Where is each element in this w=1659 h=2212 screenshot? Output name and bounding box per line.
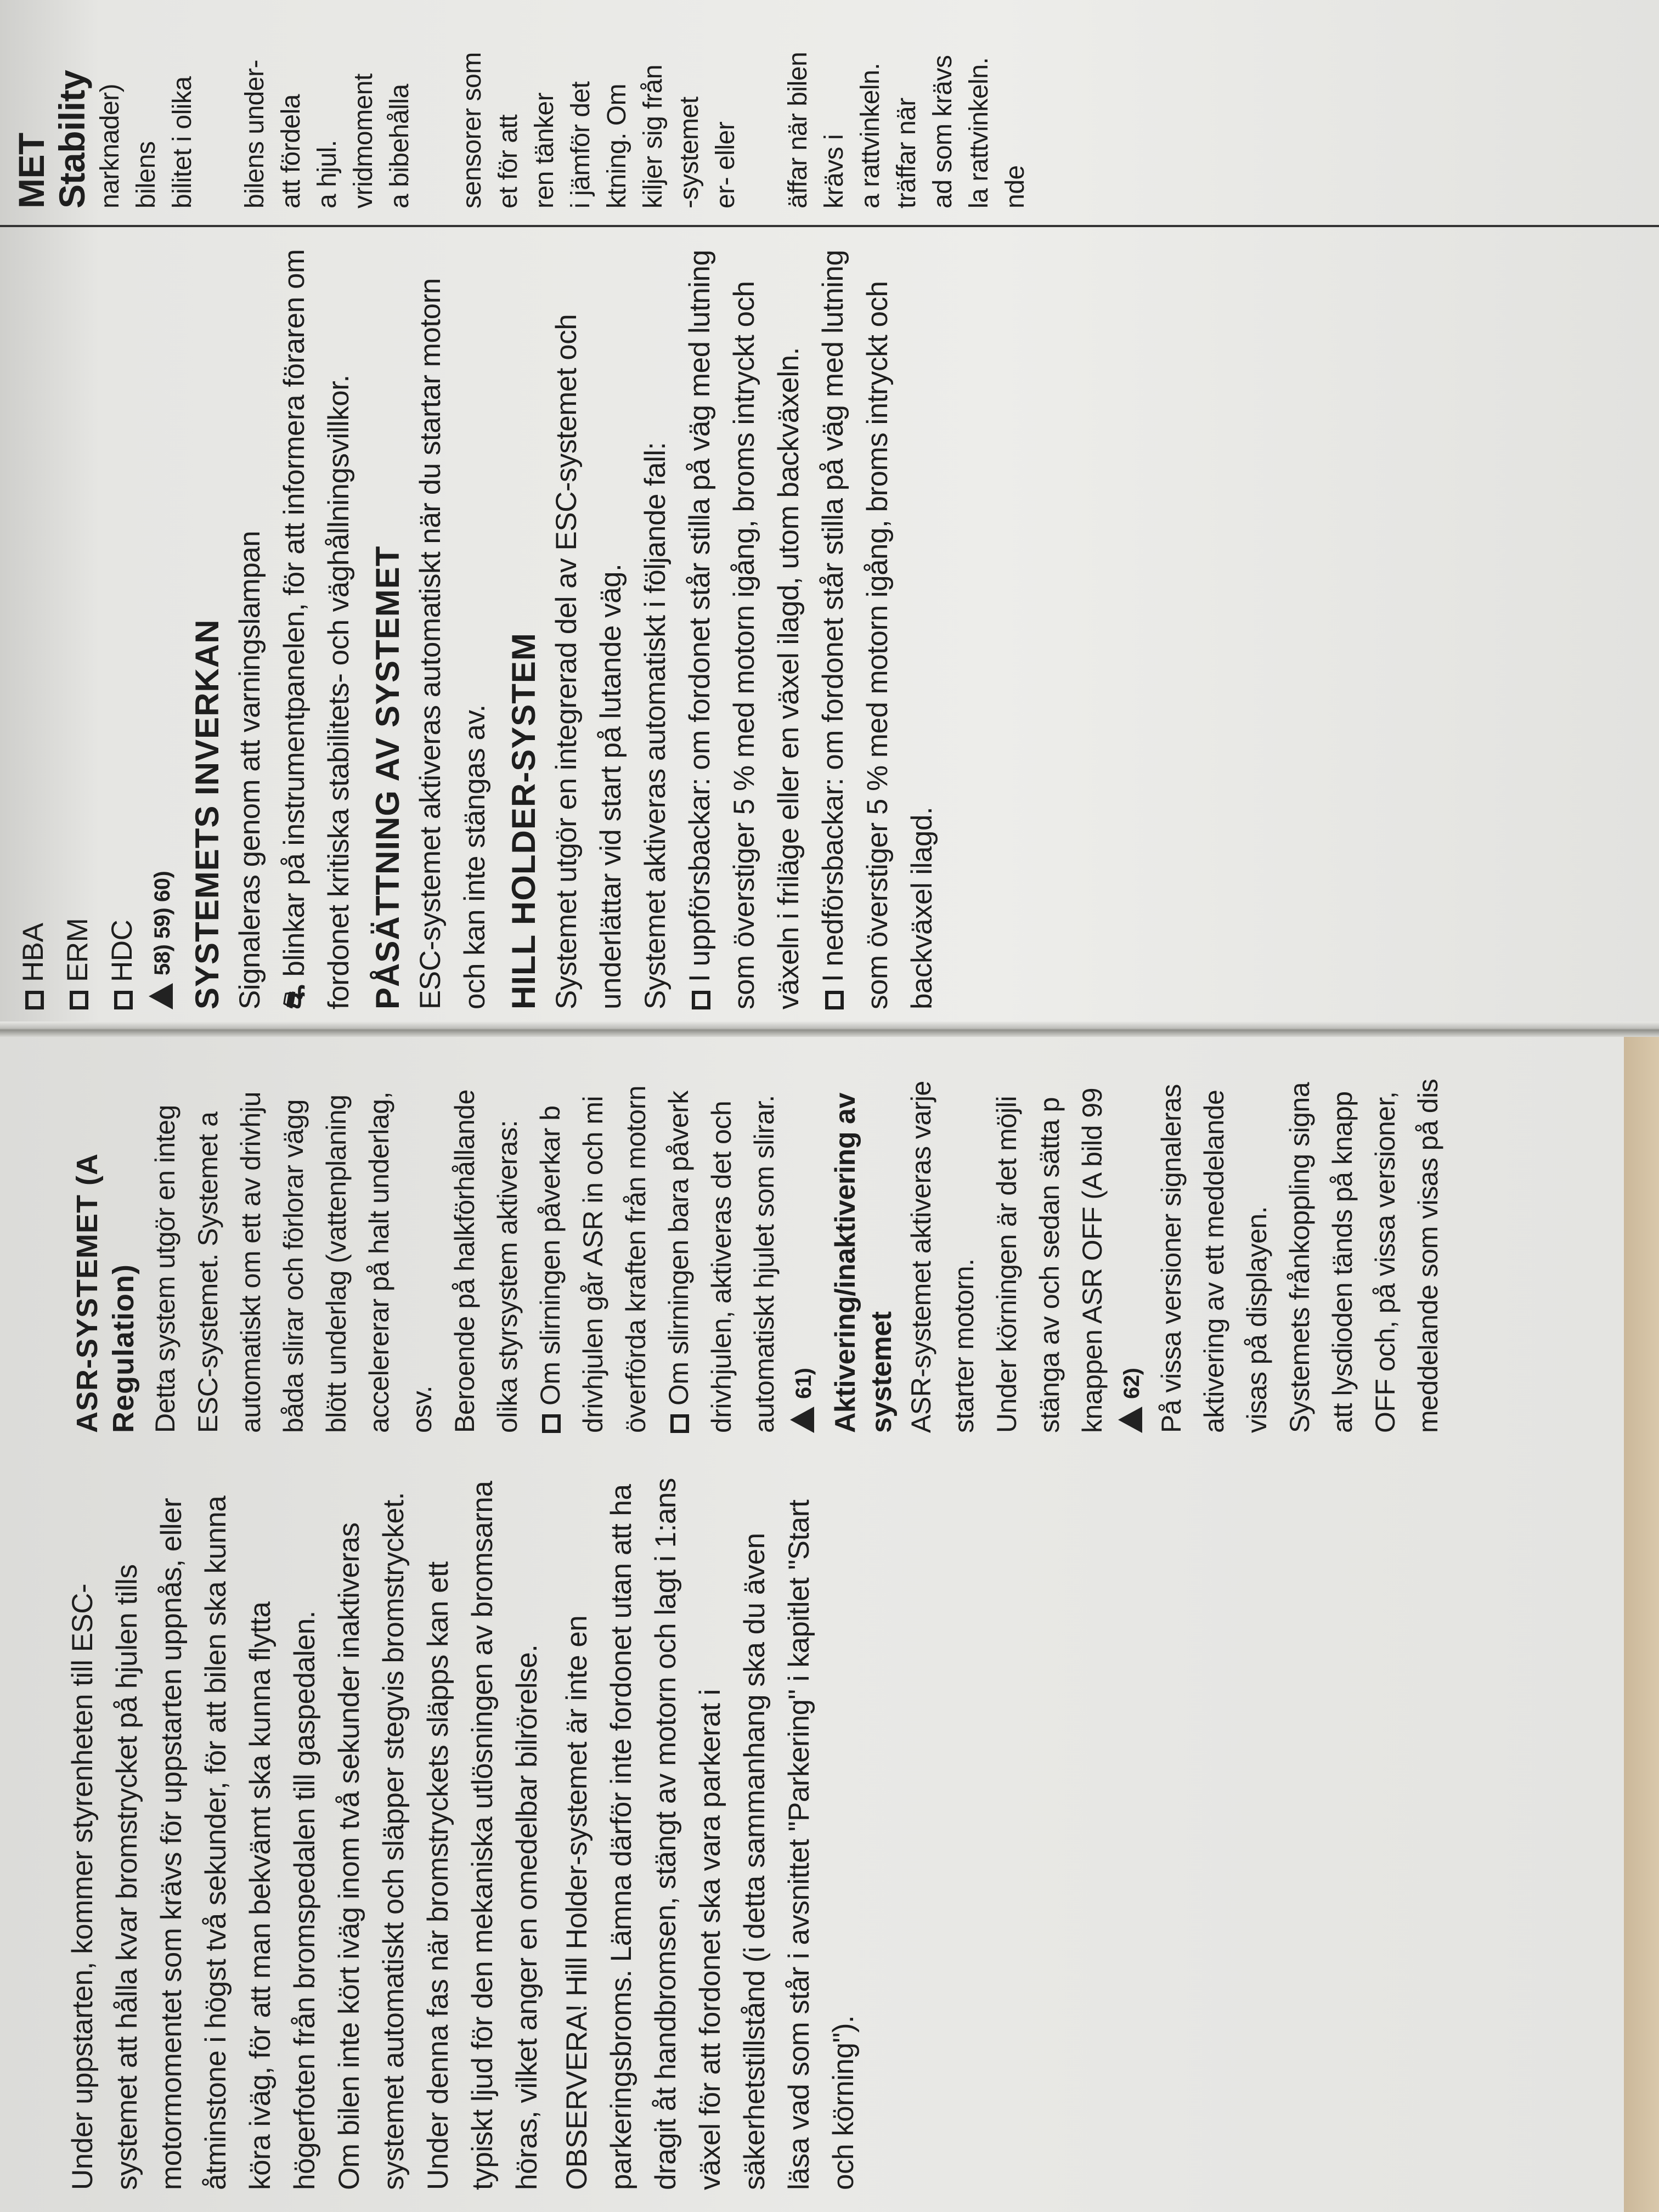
paragraph-asr: Detta system utgör en integ ESC-systemet. Systemet a automatiskt om ett av drivhju båda slirar och förlorar vägg blött underlag (vattenplaning accelererar på halt underlag, osv.: [150, 1092, 437, 1433]
checkbox-bullet-icon: [25, 991, 44, 1009]
upper-main-column: [11, 236, 944, 1009]
fragment-line: et för att: [494, 114, 523, 208]
fragment-line: bilens: [132, 141, 161, 208]
fragment-line: a hjul.: [313, 140, 342, 208]
table-surface: [1624, 1030, 1659, 2212]
heading-hill-holder: HILL HOLDER-SYSTEM: [505, 633, 542, 1009]
lower-right-column: [60, 1049, 1449, 1433]
esc-warning-lamp-icon: ⛐: [278, 984, 311, 1009]
fragment-line: la rattvinkeln.: [964, 57, 994, 208]
checkbox-bullet-icon: [825, 991, 844, 1009]
lower-page-text: [0, 1030, 1624, 2212]
fragment-line: narknader): [95, 83, 125, 208]
title-line-2: Stability: [52, 70, 92, 208]
heading-pasattning: PÅSÄTTNING AV SYSTEMET: [369, 545, 406, 1009]
heading-systemets-inverkan: SYSTEMETS INVERKAN: [189, 619, 225, 1009]
fragment-line: -systemet: [675, 97, 704, 208]
heading-asr-systemet: ASR-SYSTEMET (A Regulation): [71, 1154, 140, 1433]
fragment-line: ren tänker: [530, 92, 559, 208]
subheading-aktivering: Aktivering/inaktivering av systemet: [830, 1093, 898, 1433]
paragraph-inom-tva-sekunder: Om bilen inte kört iväg inom två sekunder inaktiveras systemet automatiskt och släpper stegvis bromstrycket. Under denna fas när bromstryckets släpps kan ett typiskt ljud för den mekaniska utlösningen av bromsarna höras, vilket anger en omedelbar bilrörelse.: [333, 1481, 543, 2190]
fragment-line: träffar när: [892, 98, 921, 208]
list-item-hdc: HDC: [100, 236, 144, 1009]
fragment-line: [418, 0, 454, 208]
fragment-line: bilens under-: [240, 60, 269, 208]
warning-triangle-icon: [790, 1407, 814, 1433]
fragment-line: vridmoment: [349, 74, 378, 208]
bullet-uppforsbackar: I uppförsbackar: om fordonet står stilla på väg med lutning som överstiger 5 % med motorn igång, broms intryckt och växeln i friläge eller en växel ilagd, utom backväxeln.: [684, 250, 805, 1009]
paragraph-under-korningen: Under körningen är det möjli stänga av och sedan sätta p knappen ASR OFF (A bild 99: [991, 1087, 1108, 1433]
lower-left-column: [60, 1477, 866, 2190]
warning-triangle-icon: [149, 983, 173, 1009]
title-line-1: MET: [11, 133, 52, 208]
fragment-line: ktning. Om: [602, 83, 631, 208]
paragraph-pasattning: ESC-systemet aktiveras automatiskt när du startar motorn och kan inte stängas av.: [414, 278, 491, 1009]
warning-reference: 62): [1114, 1049, 1150, 1433]
fragment-line: nde: [1001, 165, 1030, 208]
warning-reference: 58) 59) 60): [144, 236, 180, 1009]
checkbox-bullet-icon: [114, 991, 133, 1009]
warning-reference: 61): [786, 1049, 822, 1433]
bullet-slirning-bada: Om slirningen påverkar b drivhjulen går ASR in och mi överförda kraften från motorn: [535, 1085, 651, 1433]
warning-triangle-icon: [1118, 1407, 1142, 1433]
paragraph-observera: OBSERVERA! Hill Holder-systemet är inte en parkeringsbroms. Lämna därför inte fordonet utan att ha dragit åt handbromsen, stängt av motorn och lagt i 1:ans växel för att fordonet ska vara parkerat i säkerhetstillstånd (i detta sammanhang ska du även läsa vad som står i avsnittet "Parkering" i kapitlet "Start och körning").: [561, 1478, 860, 2190]
fragment-line: [201, 0, 237, 208]
fragment-line: a rattvinkeln.: [856, 63, 885, 208]
fragment-line: krävs i: [820, 134, 849, 208]
paragraph-halkforhallande: Beroende på halkförhållande olika styrsystem aktiveras:: [449, 1090, 523, 1433]
paragraph-frankoppling: Systemets frånkoppling signa att lysdioden tänds på knapp OFF och, på vissa versioner, meddelande som visas på dis: [1284, 1079, 1443, 1433]
fragment-line: ad som krävs: [928, 55, 957, 208]
paragraph-hill-holder: Systemet utgör en integrerad del av ESC-systemet och underlättar vid start på lutande väg.: [550, 314, 627, 1009]
checkbox-bullet-icon: [670, 1414, 689, 1433]
fragment-line: bilitet i olika: [168, 76, 197, 208]
fragment-line: att fördela: [276, 94, 306, 208]
fragment-line: äffar när bilen: [783, 52, 812, 208]
fragment-line: a bibehålla: [385, 84, 414, 208]
checkbox-bullet-icon: [692, 991, 710, 1009]
list-item-hba: HBA: [11, 236, 55, 1009]
paragraph-asr-aktiveras: ASR-systemet aktiveras varje starter motorn.: [906, 1081, 979, 1433]
fragment-line: er- eller: [711, 121, 740, 208]
fragment-line: kiljer sig från: [639, 65, 668, 208]
fragment-line: sensorer som: [458, 52, 487, 208]
paragraph-aktiveras: Systemet aktiveras automatiskt i följande fall:: [639, 442, 672, 1009]
paragraph-inverkan: Signaleras genom att varningslampan ⛐ blinkar på instrumentpanelen, för att informera föraren om fordonet kritiska stabilitets- och väghållningsvillkor.: [234, 249, 355, 1009]
list-item-erm: ERM: [55, 236, 100, 1009]
paragraph-vissa-versioner: På vissa versioner signaleras aktivering av ett meddelande visas på displayen.: [1156, 1084, 1272, 1433]
bullet-slirning-ett: Om slirningen bara påverk drivhjulen, aktiveras det och automatiskt hjulet som slirar.: [663, 1091, 780, 1433]
fragment-line: i jämför det: [566, 81, 595, 208]
left-fragment-lines: [0, 0, 165, 219]
upper-page-text: [0, 0, 1659, 1020]
bullet-nedforsbackar: I nedförsbackar: om fordonet står stilla på väg med lutning som överstiger 5 % med motorn igång, broms intryckt och backväxel ilagd.: [817, 250, 938, 1009]
checkbox-bullet-icon: [542, 1414, 561, 1433]
section-divider: [0, 225, 1659, 227]
checkbox-bullet-icon: [70, 991, 88, 1009]
paragraph-uppstarten: Under uppstarten, kommer styrenheten till ESC-systemet att hålla kvar bromstrycket på hjulen tills motormomentet som krävs för uppstarten uppnås, eller åtminstone i högst två sekunder, för att bilen ska kunna köra iväg, för att man bekvämt ska kunna flytta högerfoten från bromspedalen till gaspedalen.: [66, 1496, 321, 2190]
fragment-line: [744, 0, 780, 208]
